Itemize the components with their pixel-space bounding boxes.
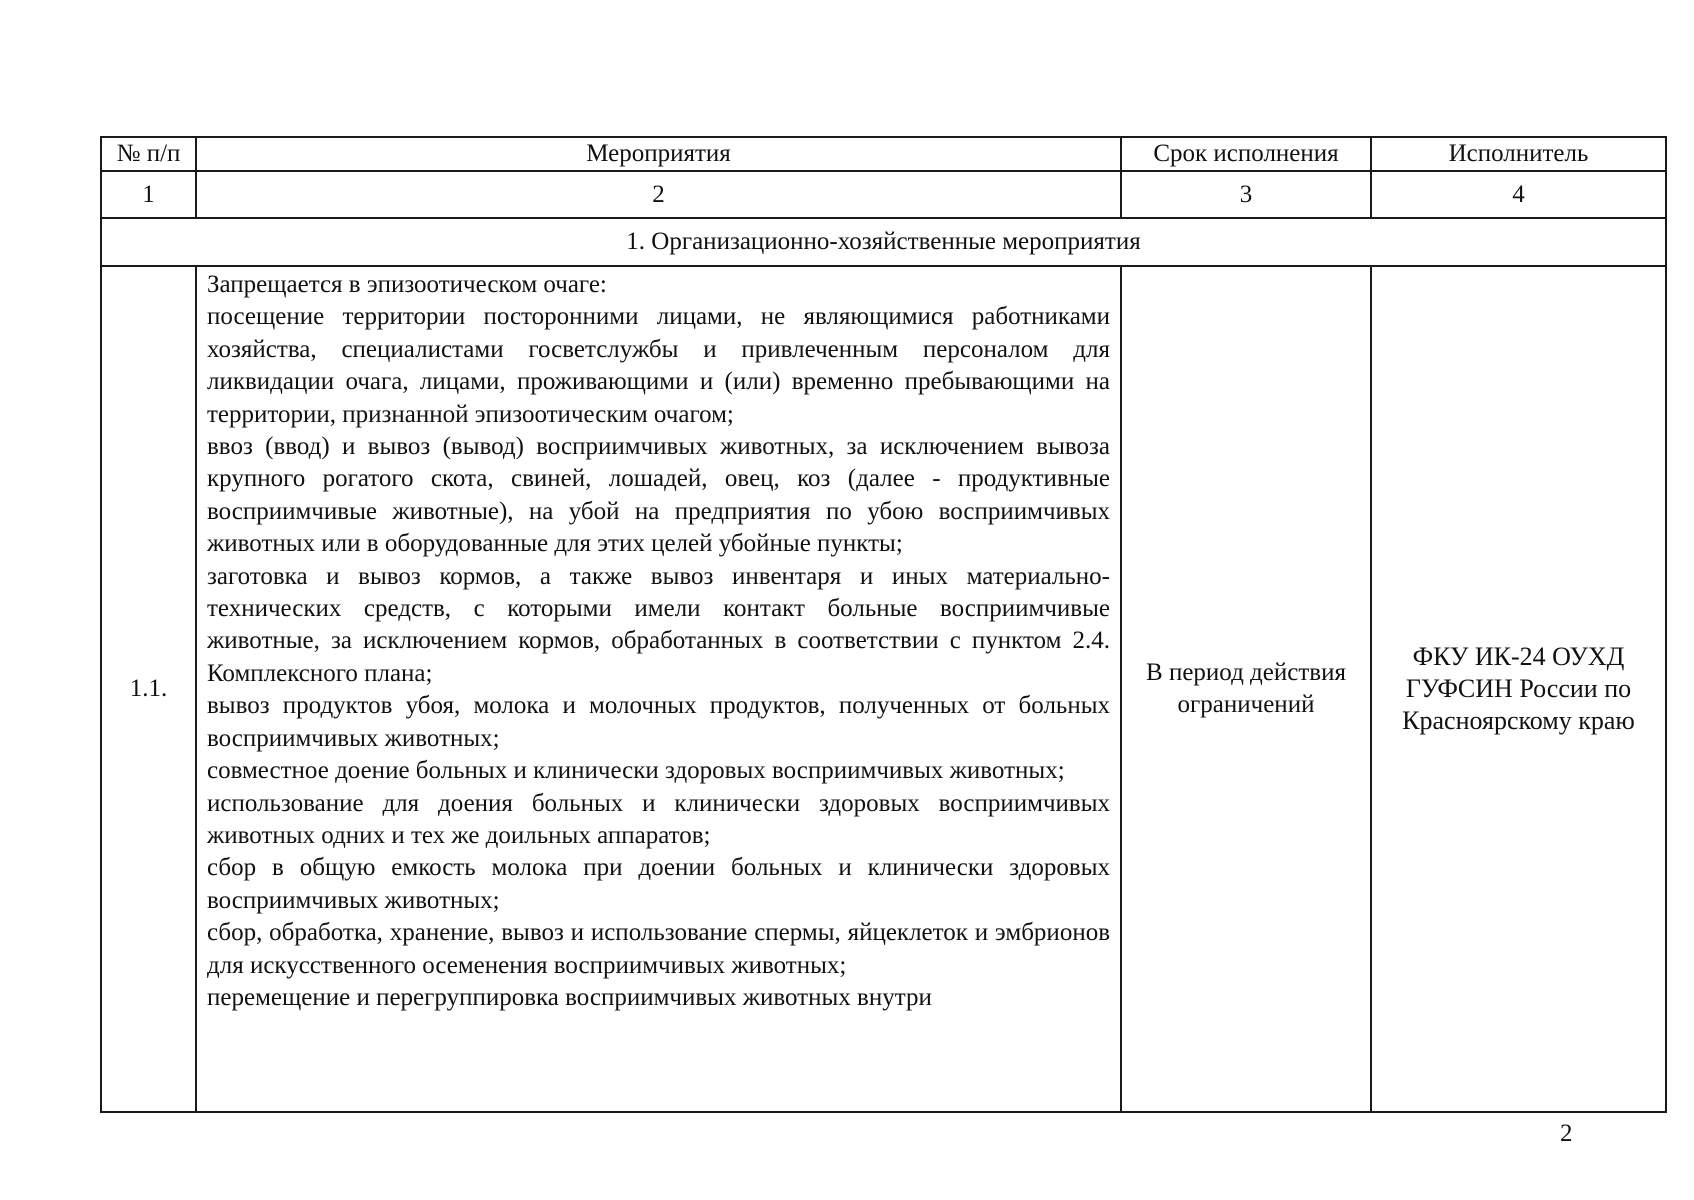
column-index-4: 4: [1371, 171, 1666, 218]
term-line: В период действия: [1146, 659, 1346, 686]
page-number: 2: [1560, 1120, 1573, 1147]
measure-paragraph: перемещение и перегруппировка восприимчивых животных внутри: [207, 983, 932, 1011]
measures-table: [100, 136, 1667, 1113]
measure-paragraph: сбор в общую емкость молока при доении больных и клинически здоровых восприимчивых животных;: [207, 854, 1110, 914]
term-cell: [1121, 266, 1371, 1112]
measure-paragraph: использование для доения больных и клинически здоровых восприимчивых животных одних и тех же доильных аппаратов;: [207, 789, 1110, 849]
measure-paragraph: совместное доение больных и клинически здоровых восприимчивых животных;: [207, 757, 1065, 785]
column-index-3: 3: [1121, 171, 1371, 218]
measure-paragraph: Запрещается в эпизоотическом очаге:: [207, 271, 607, 298]
table-row: [101, 266, 1666, 1112]
term-line: ограничений: [1177, 691, 1315, 718]
measure-paragraph: вывоз продуктов убоя, молока и молочных продуктов, полученных от больных восприимчивых животных;: [207, 692, 1110, 752]
column-index-1: 1: [101, 171, 196, 218]
measure-paragraph: посещение территории посторонними лицами, не являющимися работниками хозяйства, специалистами госветслужбы и привлеченным персоналом для ликвидации очага, лицами, проживающими и (или) временно пребывающими на территории, признанной эпизоотическим очагом;: [207, 303, 1110, 428]
section-title: 1. Организационно-хозяйственные мероприятия: [101, 218, 1666, 266]
executor-line: ГУФСИН России по: [1405, 674, 1632, 703]
measures-cell: [196, 266, 1121, 1112]
header-executor: Исполнитель: [1371, 137, 1666, 171]
executor-line: ФКУ ИК-24 ОУХД: [1412, 642, 1625, 671]
measure-paragraph: ввоз (ввод) и вывоз (вывод) восприимчивых животных, за исключением вывоза крупного рогатого скота, свиней, лошадей, овец, коз (далее - продуктивные восприимчивые животные), на убой на предприятия по убою восприимчивых животных или в оборудованные для этих целей убойные пункты;: [207, 433, 1110, 558]
section-row: [101, 218, 1666, 266]
header-term: Срок исполнения: [1121, 137, 1371, 171]
row-number: 1.1.: [101, 266, 196, 1112]
executor-line: Красноярскому краю: [1402, 706, 1635, 735]
measure-paragraph: сбор, обработка, хранение, вывоз и использование спермы, яйцеклеток и эмбрионов для искусственного осеменения восприимчивых животных;: [207, 919, 1110, 979]
header-measures: Мероприятия: [196, 137, 1121, 171]
measure-paragraph: заготовка и вывоз кормов, а также вывоз инвентаря и иных материально-технических средств, с которыми имели контакт больные восприимчивые животные, за исключением кормов, обработанных в соответствии с пунктом 2.4. Комплексного плана;: [207, 562, 1110, 687]
executor-cell: [1371, 266, 1666, 1112]
table-header-row: [101, 137, 1666, 171]
column-index-row: [101, 171, 1666, 218]
column-index-2: 2: [196, 171, 1121, 218]
header-number: № п/п: [101, 137, 196, 171]
